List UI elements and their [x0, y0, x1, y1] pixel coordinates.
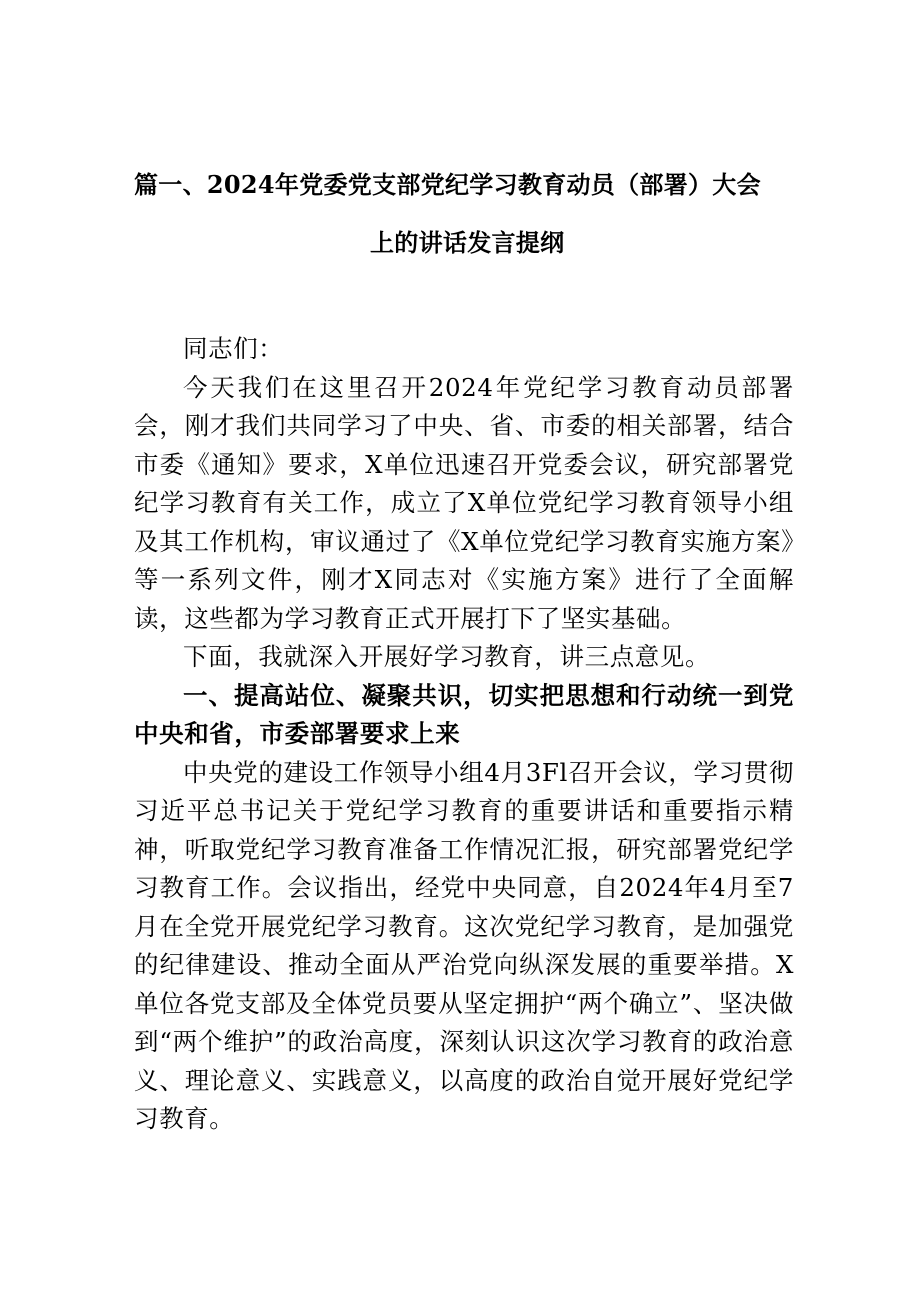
paragraph-outline: 下面，我就深入开展好学习教育，讲三点意见。 [183, 642, 711, 671]
document-title-line-2: 上的讲话发言提纲 [370, 228, 565, 257]
greeting: 同志们： [183, 334, 284, 363]
document-body [134, 330, 794, 1139]
section-paragraph: 中央党的建设工作领导小组4月3Fl召开会议，学习贯彻习近平总书记关于党纪学习教育的重要讲话和重要指示精神，听取党纪学习教育准备工作情况汇报，研究部署党纪学习教育工作。会议指出，经党中央同意，自2024年4月至7月在全党开展党纪学习教育。这次党纪学习教育，是加强党的纪律建设、推动全面从严治党向纵深发展的重要举措。X单位各党支部及全体党员要从坚定拥护“两个确立”、坚决做到“两个维护”的政治高度，深刻认识这次学习教育的政治意义、理论意义、实践意义，以高度的政治自觉开展好党纪学习教育。 [134, 757, 794, 1133]
document-title-line-1: 篇一、2024年党委党支部党纪学习教育动员（部署）大会 [134, 170, 761, 199]
section-heading: 一、提高站位、凝聚共识，切实把思想和行动统一到党中央和省，市委部署要求上来 [134, 680, 794, 748]
paragraph-intro: 今天我们在这里召开2024年党纪学习教育动员部署会，刚才我们共同学习了中央、省、市委的相关部署，结合市委《通知》要求，X单位迅速召开党委会议，研究部署党纪学习教育有关工作，成立了X单位党纪学习教育领导小组及其工作机构，审议通过了《X单位党纪学习教育实施方案》等一系列文件，刚才X同志对《实施方案》进行了全面解读，这些都为学习教育正式开展打下了坚实基础。 [134, 372, 794, 633]
